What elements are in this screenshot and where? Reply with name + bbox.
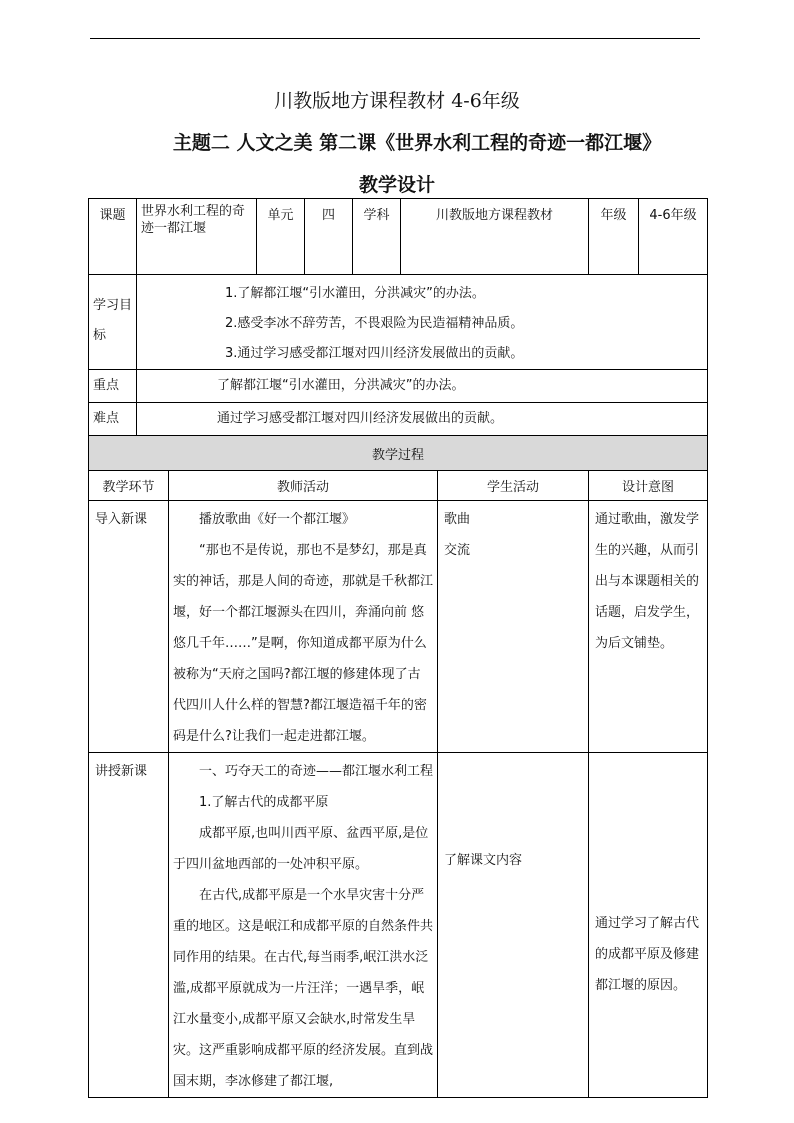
course-value: 世界水利工程的奇迹一都江堰 — [137, 199, 257, 275]
goal-item: 3.通过学习感受都江堰对四川经济发展做出的贡献。 — [225, 346, 524, 361]
unit-value: 四 — [305, 199, 353, 275]
unit-label: 单元 — [257, 199, 305, 275]
col-header-intent: 设计意图 — [589, 471, 708, 501]
difficulty-label: 难点 — [89, 403, 137, 436]
student-cell — [438, 501, 589, 753]
doc-heading: 教学设计 — [358, 174, 435, 196]
student-item: 歌曲 — [444, 512, 471, 527]
teacher-paragraph: “那也不是传说，那也不是梦幻，那是真实的神话，那是人间的奇迹，那就是千秋都江堰，好一个都江堰源头在四川，奔涌向前 悠悠几千年……”是啊，你知道成都平原为什么被称为“天府之国吗?都江堰的修建体现了古代四川人什么样的智慧?都江堰造福千年的密码是什么?让我们一起走进都江堰。 — [173, 543, 434, 744]
process-title: 教学过程 — [89, 436, 708, 471]
header-rule — [90, 38, 700, 39]
teacher-paragraph: 1.了解古代的成都平原 — [199, 795, 329, 810]
goals-list — [137, 275, 708, 370]
goal-item: 1.了解都江堰“引水灌田，分洪减灾”的办法。 — [225, 286, 485, 301]
teacher-paragraph: 一、巧夺天工的奇迹——都江堰水利工程 — [199, 764, 434, 779]
doc-title: 主题二 人文之美 第二课《世界水利工程的奇迹一都江堰》 — [172, 132, 662, 154]
student-item: 交流 — [444, 543, 471, 558]
stage-cell: 导入新课 — [89, 501, 169, 753]
student-item: 了解课文内容 — [444, 853, 523, 868]
intent-cell: 通过歌曲，激发学生的兴趣，从而引出与本课题相关的话题，启发学生，为后文铺垫。 — [589, 501, 708, 753]
lesson-plan-table — [88, 198, 708, 1098]
subject-value: 川教版地方课程教材 — [401, 199, 589, 275]
col-header-teacher: 教师活动 — [169, 471, 438, 501]
table-row — [89, 753, 708, 1098]
stage-cell: 讲授新课 — [89, 753, 169, 1098]
teacher-paragraph: 播放歌曲《好一个都江堰》 — [199, 512, 356, 527]
col-header-student: 学生活动 — [438, 471, 589, 501]
teacher-paragraph: 在古代,成都平原是一个水旱灾害十分严重的地区。这是岷江和成都平原的自然条件共同作用的结果。在古代,每当雨季,岷江洪水泛滥,成都平原就成为一片汪洋；一遇旱季，岷江水量变小,成都平原又会缺水,时常发生旱灾。这严重影响成都平原的经济发展。直到战国末期，李冰修建了都江堰, — [173, 888, 434, 1089]
grade-value: 4-6年级 — [639, 199, 708, 275]
student-cell — [438, 753, 589, 1098]
goal-item: 2.感受李冰不辞劳苦，不畏艰险为民造福精神品质。 — [225, 316, 524, 331]
subject-label: 学科 — [353, 199, 401, 275]
grade-label: 年级 — [589, 199, 639, 275]
teacher-cell — [169, 753, 438, 1098]
table-row — [89, 501, 708, 753]
key-label: 重点 — [89, 370, 137, 403]
teacher-cell — [169, 501, 438, 753]
course-label: 课题 — [89, 199, 137, 275]
col-header-stage: 教学环节 — [89, 471, 169, 501]
teacher-paragraph: 成都平原,也叫川西平原、盆西平原,是位于四川盆地西部的一处冲积平原。 — [173, 826, 429, 872]
key-value: 了解都江堰“引水灌田，分洪减灾”的办法。 — [137, 370, 708, 403]
goals-label: 学习目标 — [89, 275, 137, 370]
doc-subtitle: 川教版地方课程教材 4-6年级 — [274, 90, 520, 112]
intent-cell: 通过学习了解古代的成都平原及修建都江堰的原因。 — [589, 753, 708, 1098]
difficulty-value: 通过学习感受都江堰对四川经济发展做出的贡献。 — [137, 403, 708, 436]
